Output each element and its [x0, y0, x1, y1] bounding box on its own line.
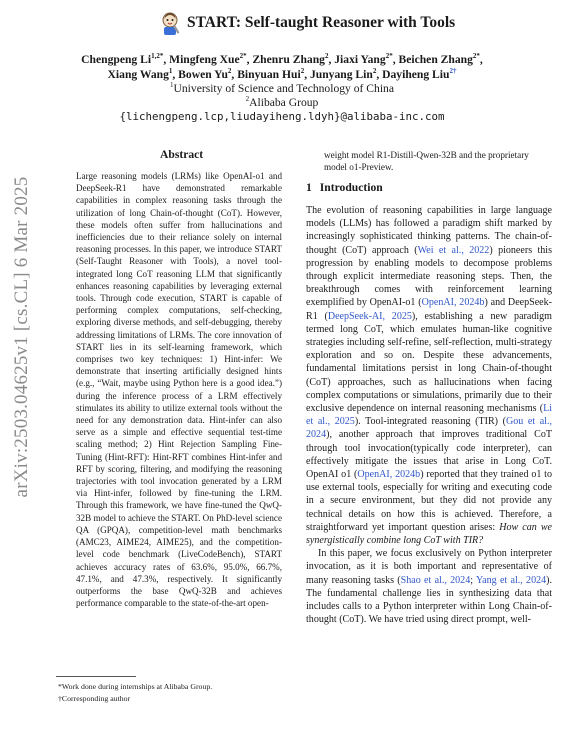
research-question: How can we synergistically combine long CoT with TIR?	[306, 521, 552, 547]
intro-paragraph-2	[306, 547, 552, 626]
introduction-heading	[306, 181, 383, 194]
text-run: ), another approach that improves traditional CoT through tool invocation(typically code interpreter), can effectively mitigate the issues that arise in Long CoT. OpenAI o1 (	[306, 429, 552, 481]
abstract-heading: Abstract	[160, 148, 204, 161]
authors-line-1: Chengpeng $Li^{1,2*}$, Mingfeng Xue$^{2*}$, Zhenru Zhang$^2$, Jiaxi Yang$^{2*}$, Beichen Zhang$^{2*}$,	[81, 52, 483, 66]
abstract-body: Large reasoning models (LRMs) like OpenAI-o1 and DeepSeek-R1 have demonstrated remarkable capabilities in complex reasoning tasks through the utilization of long Chain-of-thought (CoT). However, these models often suffer from hallucinations and inefficiencies due to their reliance solely on internal reasoning processes. In this paper, we introduce START (Self-Taught Reasoner with Tools), a novel tool-integrated long CoT reasoning LLM that significantly enhances reasoning capabilities by leveraging external tools. Through code execution, START is capable of performing complex computations, self-checking, exploring diverse methods, and self-debugging, thereby addressing limitations of LRMs. The core innovation of START lies in its self-learning framework, which comprises two key techniques: 1) Hint-infer: We demonstrate that inserting artificially designed hints (e.g., “Wait, maybe using Python here is a good idea.”) during the inference process of a LRM effectively stimulates its ability to utilize external tools without the need for any demonstration data. Hint-infer can also serve as a simple and effective sequential test-time scaling method; 2) Hint Rejection Sampling Fine-Tuning (Hint-RFT): Hint-RFT combines Hint-infer and RFT by scoring, filtering, and modifying the reasoning trajectories with tool invocation generated by a LRM via Hint-infer, followed by fine-tuning the LRM. Through this framework, we have fine-tuned the QwQ-32B model to achieve the START. On PhD-level science QA (GPQA), competition-level math benchmarks (AMC23, AIME24, AIME25), and the competition-level code benchmark (LiveCodeBench), START achieves accuracy rates of 63.6%, 95.0%, 66.7%, 47.1%, and 47.3%, respectively. It significantly outperforms the base QwQ-32B and achieves performance comparable to the state-of-the-art open-	[76, 171, 282, 609]
citation-link[interactable]: OpenAI, 2024b	[357, 469, 421, 481]
text-run: ). The fundamental challenge lies in synthesizing data that includes calls to a Python interpreter within Long Chain-of-thought (CoT). We have tried using direct prompt, well-	[306, 574, 552, 626]
text-run: The evolution of reasoning capabilities in large language models (LLMs) has followed a paradigm shift marked by increasingly sophisticated thinking patterns. The chain-of-thought (CoT) approach (	[306, 205, 552, 256]
text-run: ) pioneers this progression by enabling models to decompose problems through explicit intermediate reasoning steps. Then, the breakthrough comes with reinforcement learning exemplified by OpenAI-o1 (	[306, 244, 552, 309]
footnote-internship: *Work done during internships at Alibaba Group.	[58, 682, 213, 691]
citation-link[interactable]: Yang et al., 2024	[475, 574, 547, 586]
footnote-corresponding: †Corresponding author	[58, 694, 131, 703]
intro-paragraph-1	[306, 204, 552, 547]
citation-link[interactable]: OpenAI, 2024b	[421, 297, 485, 309]
text-run: ), establishing a new paradigm termed long CoT, which emulates human-like cognitive strategies including self-refine, self-reflection, multi-strategy exploration and so on. Despite these advancements, fundamental limitations persist in long Chain-of-thought (CoT) approaches, such as hallucinations when facing complex computations or simulations, primarily due to their exclusive dependence on internal reasoning mechanisms (	[306, 310, 552, 415]
abstract-continuation: weight model R1-Distill-Qwen-32B and the proprietary model o1-Preview.	[324, 150, 529, 173]
text-run: ) and DeepSeek-R1 (	[306, 297, 552, 322]
section-title: Introduction	[319, 181, 383, 194]
section-number: 1	[306, 181, 312, 194]
authors-line-2: Xiang Wang$^1$, Bowen Yu$^2$, Binyuan Hui$^2$, Junyang Lin$^2$, Dayiheng Liu$^{2\dagger}$	[107, 67, 457, 81]
affiliation-alibaba: $^2$Alibaba Group	[245, 95, 319, 109]
contact-email: {lichengpeng.lcp,liudayiheng.ldyh}@alibaba-inc.com	[119, 110, 445, 123]
introduction-body	[306, 204, 552, 728]
paper-title-text: START: Self-taught Reasoner with Tools	[187, 14, 456, 31]
citation-link[interactable]: Li et al., 2025	[306, 403, 552, 428]
arxiv-side-stamp: arXiv:2503.04625v1 [cs.CL] 6 Mar 2025	[11, 176, 32, 498]
citation-link[interactable]: Gou et al., 2024	[306, 416, 552, 441]
text-run: ;	[470, 574, 476, 586]
paper-title	[187, 14, 455, 32]
citation-link[interactable]: Shao et al., 2024	[400, 574, 471, 586]
citation-link[interactable]: DeepSeek-AI, 2025	[327, 310, 412, 322]
footnote-divider	[56, 676, 136, 677]
text-run: ). Tool-integrated reasoning (TIR) (	[354, 416, 506, 428]
text-run: ) reported that they trained o1 to use external tools, especially for writing and executing code in a secure environment, but they did not provide any technical details on how this is achieved. Therefore, a straightforward yet important question arises:	[306, 469, 552, 533]
affiliation-ustc: $^1$University of Science and Technology of China	[170, 81, 394, 95]
citation-link[interactable]: Wei et al., 2022	[417, 244, 490, 256]
text-run: In this paper, we focus exclusively on Python interpreter invocation, as it is both important and representative of many reasoning tasks (	[306, 548, 552, 586]
logo-icon	[158, 10, 184, 36]
